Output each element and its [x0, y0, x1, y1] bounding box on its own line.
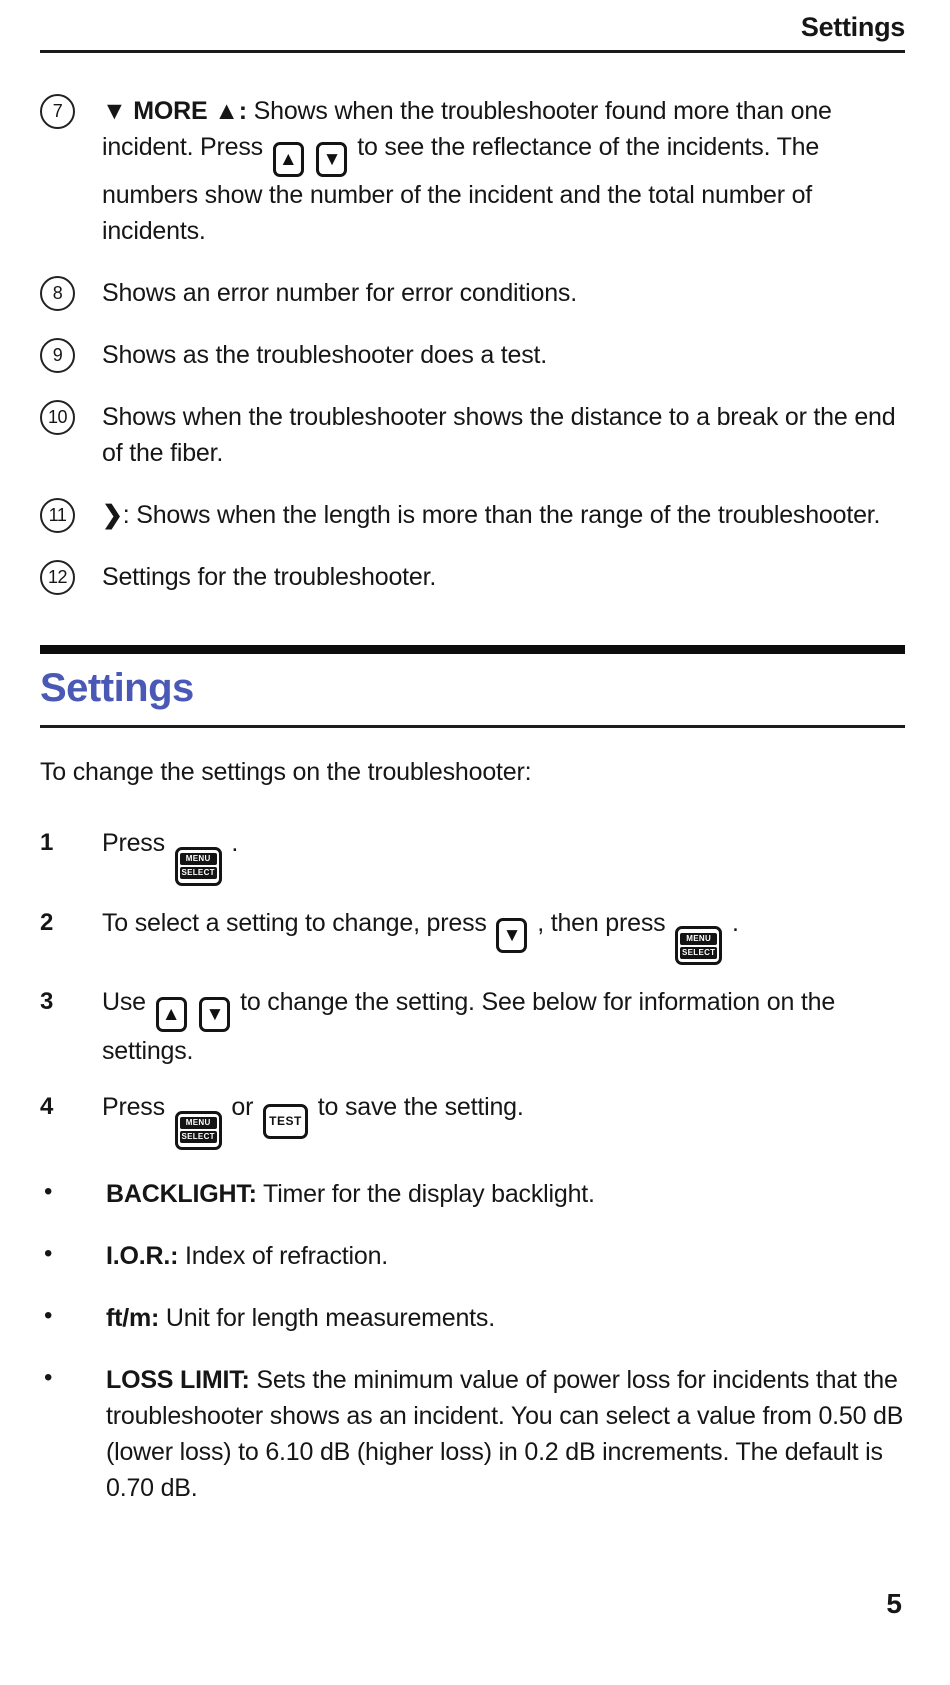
menu-select-key-icon	[675, 926, 722, 965]
step-text	[102, 904, 905, 966]
step-number: 4	[40, 1093, 54, 1120]
up-arrow-key-icon	[273, 142, 304, 177]
bold-text: LOSS LIMIT:	[106, 1365, 250, 1394]
callout-item	[40, 337, 905, 373]
text-run: Sets the minimum value of power loss for incidents that the troubleshooter shows as an incident. You can select a value from 0.50 dB (lower loss) to 6.10 dB (higher loss) in 0.2 dB increments. The default is 0.70 dB.	[106, 1365, 904, 1502]
callout-number-badge: 8	[40, 276, 75, 311]
callout-number	[40, 559, 102, 595]
text-run: or	[231, 1093, 254, 1121]
callout-text	[102, 559, 905, 595]
callout-number	[40, 399, 102, 471]
section-divider	[40, 645, 905, 654]
text-run: Settings for the troubleshooter.	[102, 563, 437, 591]
callout-item	[40, 399, 905, 471]
text-run: , then press	[537, 908, 666, 937]
bold-text: ft/m:	[106, 1303, 160, 1332]
text-run: Timer for the display backlight.	[256, 1179, 595, 1208]
text-run: Shows when the troubleshooter shows the distance to a break or the end of the fiber.	[102, 403, 896, 467]
up-arrow-key-icon	[156, 997, 187, 1032]
bold-text: I.O.R.:	[106, 1241, 179, 1270]
key-text: ▼	[502, 924, 522, 946]
heading-rule	[40, 725, 905, 728]
bold-text: BACKLIGHT:	[106, 1179, 257, 1208]
text-run: Unit for length measurements.	[159, 1303, 495, 1332]
step-item	[40, 824, 905, 886]
callout-number	[40, 337, 102, 373]
bullet-marker: •	[44, 1363, 53, 1391]
step-number: 2	[40, 908, 54, 936]
key-text: ▲	[278, 149, 298, 170]
page-number: 5	[886, 1588, 902, 1619]
bullet-marker: •	[44, 1239, 53, 1267]
key-text: ▼	[322, 149, 342, 170]
text-run: .	[731, 908, 739, 937]
callout-item	[40, 497, 905, 533]
callout-text	[102, 497, 905, 533]
key-text: MENU	[180, 853, 217, 865]
callout-text	[102, 337, 905, 373]
callout-list	[40, 93, 905, 595]
bold-text: ▼ MORE ▲:	[102, 97, 254, 125]
callout-text	[102, 275, 905, 311]
down-arrow-key-icon	[316, 142, 347, 177]
key-text: SELECT	[181, 868, 215, 877]
down-arrow-key-icon	[199, 997, 230, 1032]
step-item	[40, 983, 905, 1070]
text-run: Use	[102, 988, 146, 1016]
callout-number	[40, 275, 102, 311]
step-item	[40, 904, 905, 966]
bullet-item	[40, 1238, 905, 1274]
key-text: SELECT	[181, 1132, 215, 1141]
bullet-text	[106, 1238, 905, 1274]
bullet-text	[106, 1176, 905, 1212]
callout-number-badge: 10	[40, 400, 75, 435]
bold-text: ❯	[102, 501, 123, 529]
callout-item	[40, 275, 905, 311]
bullet-item	[40, 1300, 905, 1336]
key-text: MENU	[180, 1117, 217, 1129]
text-run: Index of refraction.	[178, 1241, 389, 1270]
bullet-marker: •	[44, 1177, 53, 1205]
text-run: : Shows when the length is more than the range of the troubleshooter.	[122, 501, 881, 529]
callout-number-badge: 7	[40, 94, 75, 129]
callout-item	[40, 93, 905, 249]
text-run: Press	[102, 1093, 165, 1121]
bullet-marker: •	[44, 1301, 53, 1329]
key-text: ▲	[161, 1004, 181, 1025]
callout-number-badge: 12	[40, 560, 75, 595]
step-number: 1	[40, 829, 54, 856]
callout-number-badge: 9	[40, 338, 75, 373]
test-key-icon	[263, 1104, 308, 1139]
bullet-list	[40, 1176, 905, 1506]
section-heading: Settings	[40, 666, 194, 710]
text-run: .	[231, 829, 239, 857]
header-title: Settings	[800, 12, 905, 42]
callout-number-badge: 11	[40, 498, 75, 533]
step-text	[102, 1088, 905, 1150]
menu-select-key-icon	[175, 847, 222, 886]
callout-number	[40, 93, 102, 249]
text-run: to see the reflectance of the incidents. The numbers show the number of the incident and the total number of incidents.	[102, 133, 820, 245]
text-run: Shows as the troubleshooter does a test.	[102, 341, 548, 369]
step-number: 3	[40, 988, 54, 1015]
key-text: MENU	[680, 933, 717, 945]
menu-select-key-icon	[175, 1111, 222, 1150]
bullet-item	[40, 1362, 905, 1506]
bullet-text	[106, 1362, 905, 1506]
step-text	[102, 824, 905, 886]
step-item	[40, 1088, 905, 1150]
text-run: To select a setting to change, press	[102, 908, 487, 937]
text-run: Shows an error number for error conditions.	[102, 279, 577, 307]
callout-text	[102, 93, 905, 249]
callout-text	[102, 399, 905, 471]
key-text: SELECT	[682, 947, 716, 957]
down-arrow-key-icon	[496, 918, 527, 953]
bullet-text	[106, 1300, 905, 1336]
callout-item	[40, 559, 905, 595]
text-run: to save the setting.	[317, 1093, 524, 1121]
page-header	[40, 8, 905, 43]
steps-list	[40, 824, 905, 1150]
header-rule	[40, 50, 905, 53]
bullet-item	[40, 1176, 905, 1212]
step-text	[102, 983, 905, 1070]
text-run: Shows when the troubleshooter found more than one incident. Press	[102, 97, 832, 161]
callout-number	[40, 497, 102, 533]
key-text: ▼	[205, 1004, 225, 1025]
text-run: to change the setting. See below for information on the settings.	[102, 988, 836, 1065]
text-run: Press	[102, 829, 165, 857]
intro-paragraph: To change the settings on the troubleshooter:	[40, 758, 532, 786]
key-text: TEST	[269, 1114, 302, 1128]
